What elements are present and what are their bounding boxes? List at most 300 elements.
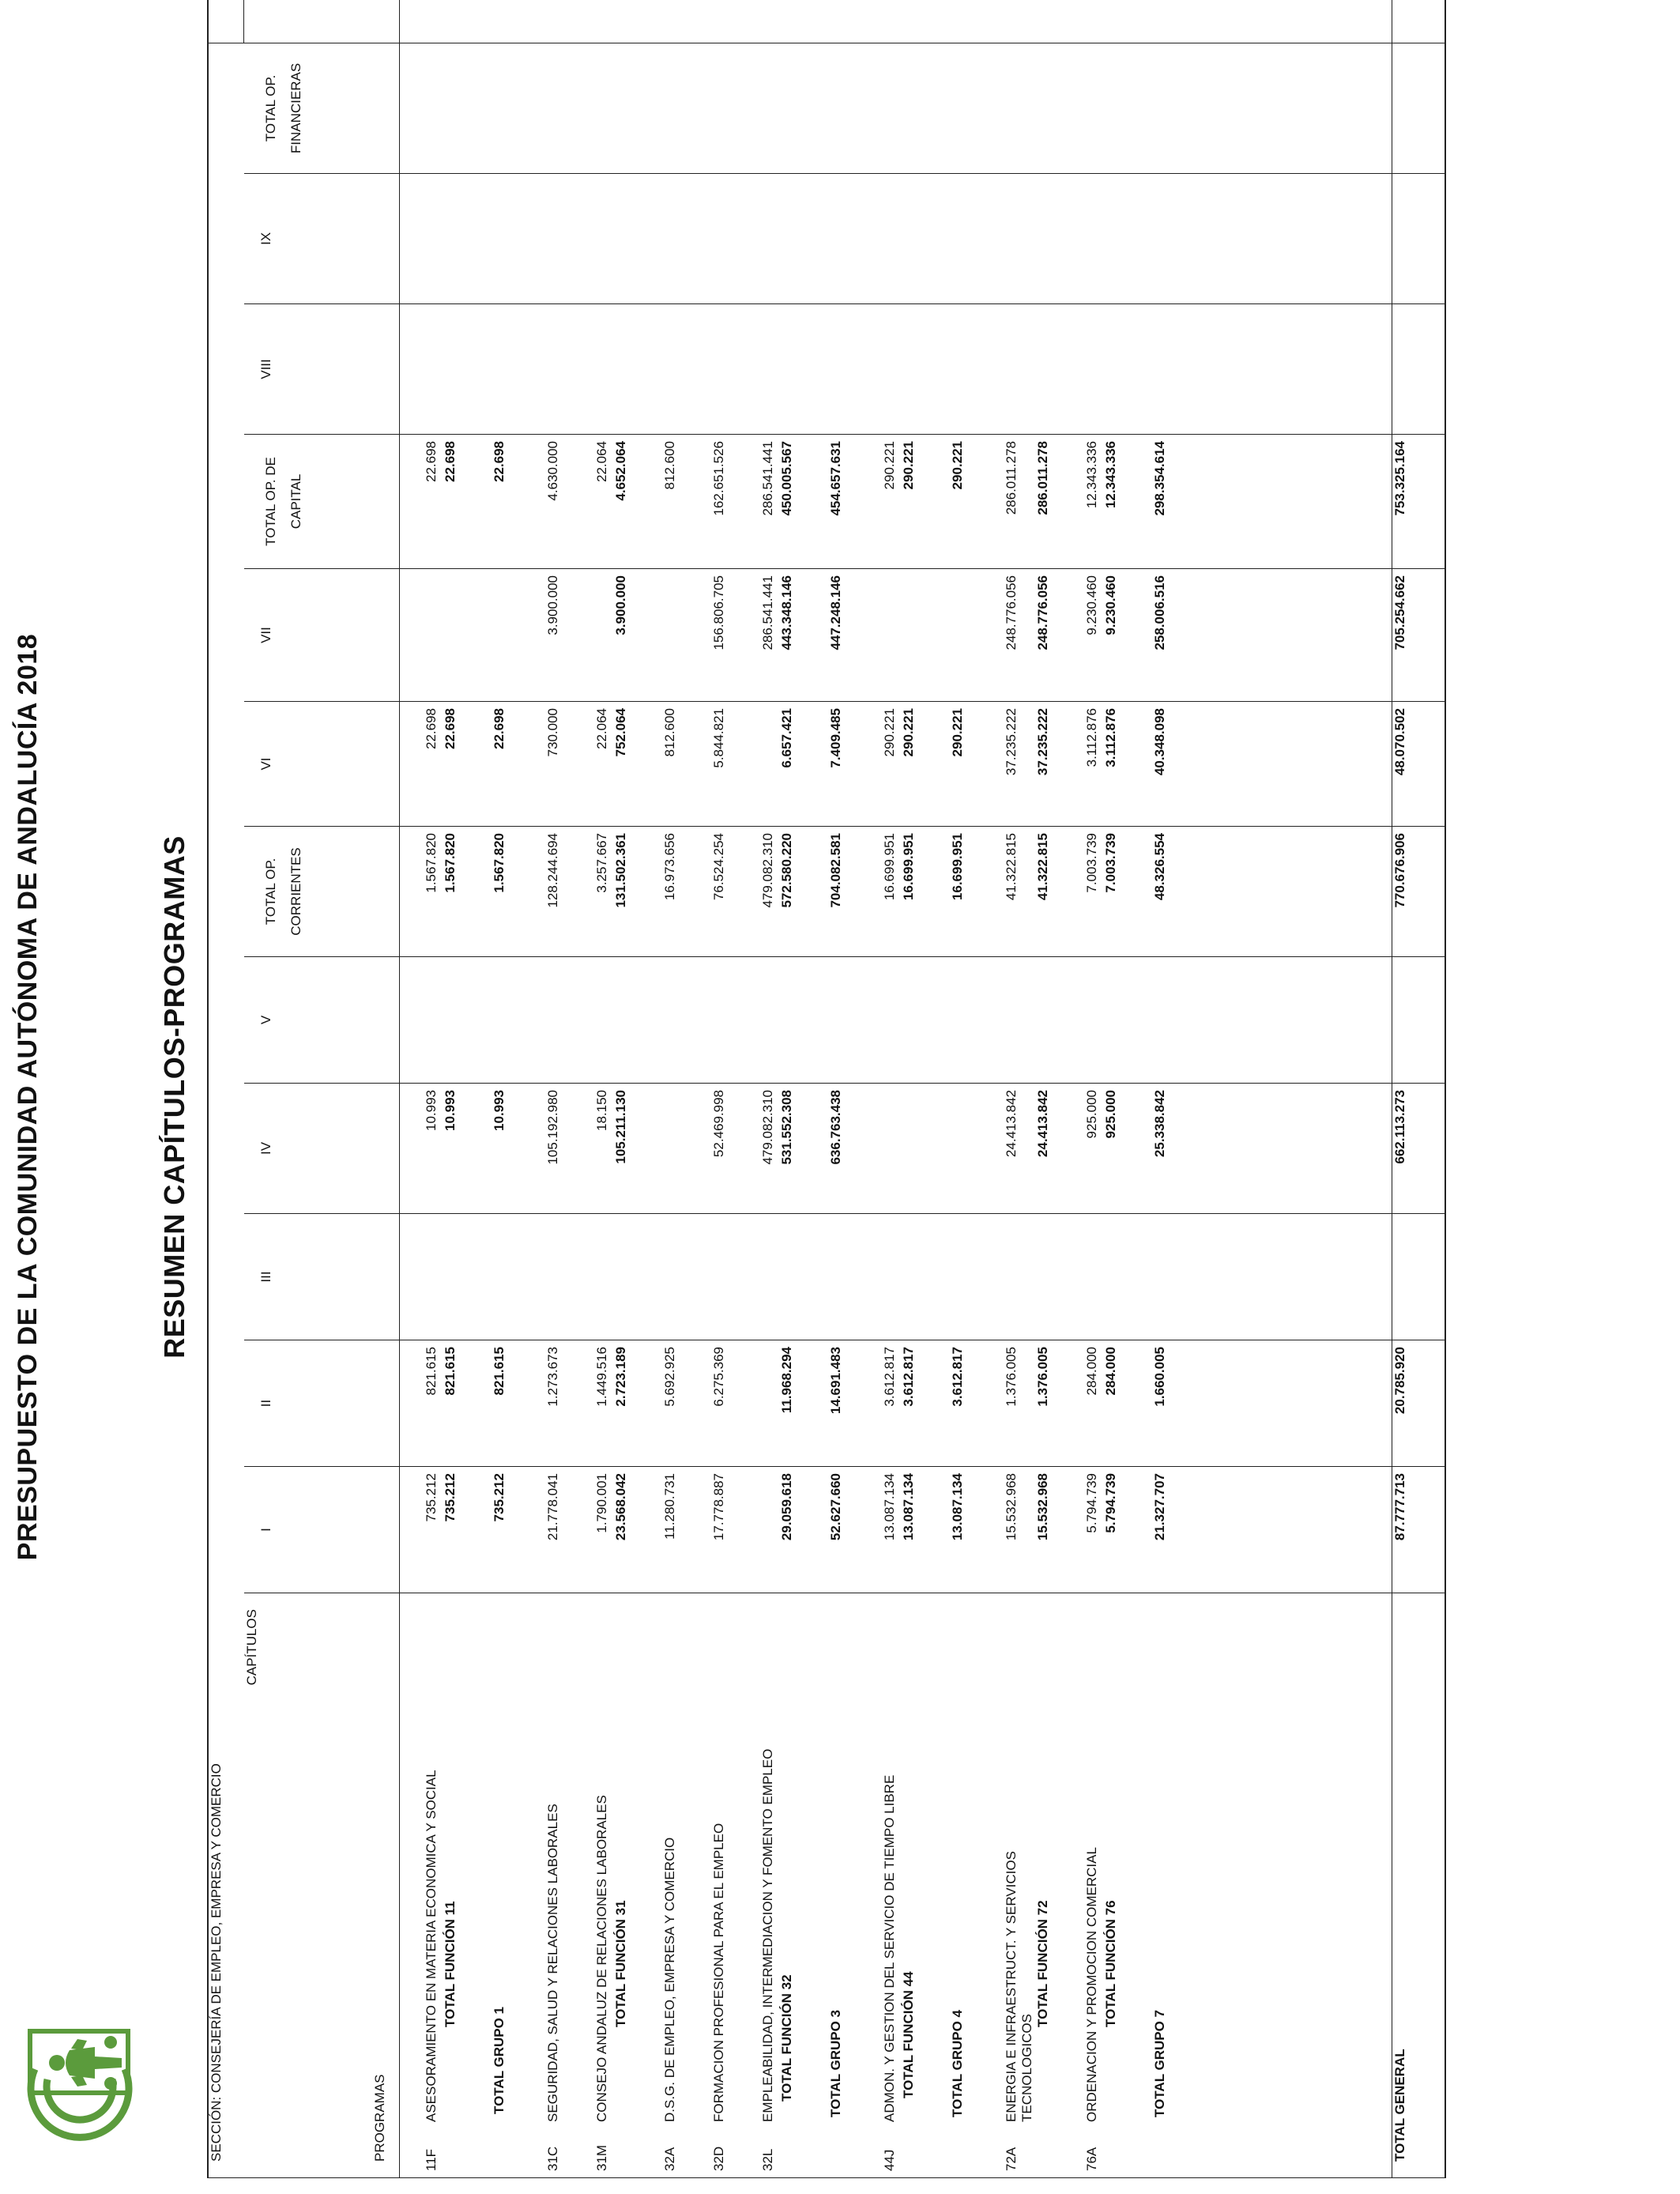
- cell-tfin: [901, 43, 920, 173]
- cell-tg: [1152, 0, 1176, 43]
- cell-toc: 1.567.820: [443, 827, 461, 957]
- cell-iii: [1152, 1214, 1176, 1340]
- program-code: 31M: [593, 2144, 609, 2171]
- cell-tfin: [443, 43, 461, 173]
- program-name: EMPLEABILIDAD, INTERMEDIACION Y FOMENTO EMPLEO: [759, 1748, 775, 2122]
- cell-tcap: 4.652.064: [613, 435, 632, 569]
- cell-tfin: [613, 43, 632, 173]
- cell-vii: [443, 569, 461, 702]
- cell-tg: [1035, 0, 1054, 43]
- cell-tcap: 4.630.000: [545, 435, 564, 569]
- cell-vi: 290.221: [882, 702, 901, 827]
- cell-ii: 3.612.817: [882, 1340, 901, 1467]
- cell-ix: [1035, 174, 1054, 304]
- cell-ii: [760, 1340, 779, 1467]
- cell-i: [760, 1467, 779, 1593]
- cell-iii: [1035, 1214, 1054, 1340]
- cell-iv: [882, 1084, 901, 1214]
- cell-iii: [901, 1214, 920, 1340]
- cell-ii: 3.612.817: [950, 1340, 974, 1467]
- cell-iii: [662, 1214, 681, 1340]
- cell-i: 15.532.968: [1035, 1467, 1054, 1593]
- cell-tfin: [828, 43, 852, 173]
- header-tcap-line1: TOTAL OP. DE: [262, 457, 278, 546]
- cell-ix: [1004, 174, 1035, 304]
- cell-iii: [1392, 1214, 1446, 1340]
- cell-ix: [760, 174, 779, 304]
- cell-vi: 7.409.485: [828, 702, 852, 827]
- program-name: ASESORAMIENTO EN MATERIA ECONOMICA Y SOCIAL: [423, 1770, 439, 2122]
- cell-tg: [492, 0, 515, 43]
- cell-vii: 3.900.000: [613, 569, 632, 702]
- cell-ii: 1.376.005: [1004, 1340, 1035, 1467]
- cell-tcap: 286.011.278: [1004, 435, 1035, 569]
- cell-vii: 9.230.460: [1103, 569, 1122, 702]
- cell-vii: [594, 569, 613, 702]
- cell-iv: 10.993: [492, 1084, 515, 1214]
- cell-iv: 636.763.438: [828, 1084, 852, 1214]
- cell-i: 13.087.134: [950, 1467, 974, 1593]
- cell-tg: [711, 0, 730, 43]
- cell-iii: [492, 1214, 515, 1340]
- header-tfin-line1: TOTAL OP.: [262, 74, 278, 142]
- cell-tcap: 290.221: [901, 435, 920, 569]
- cell-viii: [545, 304, 564, 435]
- cell-iv: 479.082.310: [760, 1084, 779, 1214]
- cell-tfin: [882, 43, 901, 173]
- cell-toc: 479.082.310: [760, 827, 779, 957]
- header-col-v: V: [244, 957, 400, 1084]
- cell-viii: [613, 304, 632, 435]
- cell-ii: 821.615: [492, 1340, 515, 1467]
- group-total-label: TOTAL GRUPO 7: [1152, 1593, 1176, 2178]
- cell-ix: [882, 174, 901, 304]
- cell-iii: [950, 1214, 974, 1340]
- cell-tcap: 22.698: [492, 435, 515, 569]
- program-name: ENERGIA E INFRAESTRUCT. Y SERVICIOS TECNOLOGICOS: [1003, 1851, 1034, 2122]
- function-total-row-76: [1103, 0, 1122, 2178]
- cell-viii: [443, 304, 461, 435]
- function-total-label: TOTAL FUNCIÓN 44: [901, 1593, 920, 2178]
- cell-tg: [424, 0, 443, 43]
- cell-tcap: 290.221: [882, 435, 901, 569]
- program-row-31c: [545, 0, 564, 2178]
- document-subtitle: RESUMEN CAPÍTULOS-PROGRAMAS: [158, 835, 190, 1359]
- cell-v: [882, 957, 901, 1084]
- header-total-op-financieras: [244, 43, 400, 173]
- cell-ix: [492, 174, 515, 304]
- cell-i: 13.087.134: [901, 1467, 920, 1593]
- header-row-1: [244, 0, 317, 2178]
- budget-table: [207, 0, 1446, 2178]
- cell-tg: [662, 0, 681, 43]
- program-row-32l: [760, 0, 779, 2178]
- cell-tfin: [1084, 43, 1103, 173]
- grand-total-label: TOTAL GENERAL: [1392, 1593, 1446, 2178]
- header-toc-line1: TOTAL OP.: [262, 858, 278, 925]
- program-desc: [594, 1593, 613, 2178]
- cell-tg: [545, 0, 564, 43]
- cell-i: 1.790.001: [594, 1467, 613, 1593]
- program-name: FORMACION PROFESIONAL PARA EL EMPLEO: [710, 1823, 726, 2122]
- cell-iv: 18.150: [594, 1084, 613, 1214]
- program-row-11f: [424, 0, 443, 2178]
- cell-viii: [760, 304, 779, 435]
- cell-ii: 821.615: [424, 1340, 443, 1467]
- cell-v: [1035, 957, 1054, 1084]
- cell-v: [828, 957, 852, 1084]
- cell-iii: [882, 1214, 901, 1340]
- cell-iv: 105.192.980: [545, 1084, 564, 1214]
- cell-vii: 9.230.460: [1084, 569, 1103, 702]
- cell-iv: [950, 1084, 974, 1214]
- cell-vii: 248.776.056: [1004, 569, 1035, 702]
- budget-table-container: [207, 28, 1446, 2178]
- gap-row: [681, 0, 711, 2178]
- cell-tcap: 12.343.336: [1103, 435, 1122, 569]
- header-col-ix: IX: [244, 174, 400, 304]
- cell-toc: 131.502.361: [613, 827, 632, 957]
- gap-row: [461, 0, 492, 2178]
- program-row-32d: [711, 0, 730, 2178]
- program-desc: [760, 1593, 779, 2178]
- cell-iii: [828, 1214, 852, 1340]
- cell-tfin: [424, 43, 443, 173]
- function-total-label: TOTAL FUNCIÓN 11: [443, 1593, 461, 2178]
- cell-tcap: 22.698: [424, 435, 443, 569]
- cell-toc: 770.676.906: [1392, 827, 1446, 957]
- program-desc: [711, 1593, 730, 2178]
- cell-i: 87.777.713: [1392, 1467, 1446, 1593]
- program-row-76a: [1084, 0, 1103, 2178]
- program-row-44j: [882, 0, 901, 2178]
- cell-ii: 1.660.005: [1152, 1340, 1176, 1467]
- cell-iv: 105.211.130: [613, 1084, 632, 1214]
- cell-tcap: 286.011.278: [1035, 435, 1054, 569]
- cell-ii: 1.376.005: [1035, 1340, 1054, 1467]
- program-code: 72A: [1003, 2147, 1019, 2171]
- spacer-row: [399, 0, 424, 2178]
- header-col-iii: III: [244, 1214, 400, 1340]
- cell-i: 15.532.968: [1004, 1467, 1035, 1593]
- cell-v: [760, 957, 779, 1084]
- cell-i: 23.568.042: [613, 1467, 632, 1593]
- document-title: PRESUPUESTO DE LA COMUNIDAD AUTÓNOMA DE ANDALUCÍA 2018: [13, 633, 43, 1561]
- cell-iii: [443, 1214, 461, 1340]
- cell-viii: [1084, 304, 1103, 435]
- gap-row: [798, 0, 828, 2178]
- cell-iv: 10.993: [424, 1084, 443, 1214]
- cell-vii: 3.900.000: [545, 569, 564, 702]
- cell-i: 735.212: [424, 1467, 443, 1593]
- gap-row: [1122, 0, 1152, 2178]
- header-col-i: I: [244, 1467, 400, 1593]
- cell-v: [901, 957, 920, 1084]
- cell-tg: [1392, 0, 1446, 43]
- cell-vii: [424, 569, 443, 702]
- cell-vii: 705.254.662: [1392, 569, 1446, 702]
- cell-ii: 5.692.925: [662, 1340, 681, 1467]
- cell-toc: 16.699.951: [901, 827, 920, 957]
- header-tfin-line2: FINANCIERAS: [288, 62, 303, 154]
- cell-toc: 1.567.820: [492, 827, 515, 957]
- cell-v: [779, 957, 798, 1084]
- cell-viii: [1035, 304, 1054, 435]
- cell-v: [613, 957, 632, 1084]
- cell-toc: 7.003.739: [1103, 827, 1122, 957]
- cell-vi: 752.064: [613, 702, 632, 827]
- cell-iii: [545, 1214, 564, 1340]
- cell-v: [545, 957, 564, 1084]
- cell-v: [711, 957, 730, 1084]
- cell-iii: [424, 1214, 443, 1340]
- cell-toc: 16.699.951: [882, 827, 901, 957]
- header-col-ii: II: [244, 1340, 400, 1467]
- header-total-general: [244, 0, 400, 43]
- program-row-32a: [662, 0, 681, 2178]
- cell-ii: 1.449.516: [594, 1340, 613, 1467]
- cell-tcap: 162.651.526: [711, 435, 730, 569]
- cell-vi: 6.657.421: [779, 702, 798, 827]
- cell-viii: [950, 304, 974, 435]
- cell-viii: [1392, 304, 1446, 435]
- cell-i: 13.087.134: [882, 1467, 901, 1593]
- cell-tfin: [1035, 43, 1054, 173]
- cell-ix: [443, 174, 461, 304]
- cell-tcap: 298.354.614: [1152, 435, 1176, 569]
- cell-iv: 24.413.842: [1004, 1084, 1035, 1214]
- cell-vi: 5.844.821: [711, 702, 730, 827]
- gap-row: [852, 0, 882, 2178]
- program-desc: [1004, 1593, 1035, 2178]
- cell-tfin: [1152, 43, 1176, 173]
- program-code: 32D: [710, 2146, 726, 2171]
- cell-i: 21.778.041: [545, 1467, 564, 1593]
- program-code: 32A: [661, 2147, 677, 2171]
- cell-tg: [594, 0, 613, 43]
- cell-iv: [901, 1084, 920, 1214]
- cell-viii: [882, 304, 901, 435]
- header-total-op-capital: [244, 435, 400, 569]
- cell-vii: [882, 569, 901, 702]
- cell-vi: 812.600: [662, 702, 681, 827]
- cell-tcap: 753.325.164: [1392, 435, 1446, 569]
- cell-tg: [443, 0, 461, 43]
- program-desc: [662, 1593, 681, 2178]
- grand-total-row: [1392, 0, 1446, 2178]
- cell-iii: [779, 1214, 798, 1340]
- function-total-row-32: [779, 0, 798, 2178]
- cell-iv: [662, 1084, 681, 1214]
- cell-vii: 286.541.441: [760, 569, 779, 702]
- cell-iii: [711, 1214, 730, 1340]
- group-total-label: TOTAL GRUPO 1: [492, 1593, 515, 2178]
- program-row-72a: [1004, 0, 1035, 2178]
- cell-tfin: [492, 43, 515, 173]
- cell-ix: [828, 174, 852, 304]
- cell-vi: 22.698: [424, 702, 443, 827]
- cell-v: [1152, 957, 1176, 1084]
- function-total-row-11: [443, 0, 461, 2178]
- header-col-iv: IV: [244, 1084, 400, 1214]
- cell-i: 5.794.739: [1103, 1467, 1122, 1593]
- cell-i: 17.778.887: [711, 1467, 730, 1593]
- cell-tg: [1103, 0, 1122, 43]
- cell-vii: [901, 569, 920, 702]
- cell-v: [950, 957, 974, 1084]
- cell-vi: 3.112.876: [1084, 702, 1103, 827]
- cell-toc: 128.244.694: [545, 827, 564, 957]
- cell-tcap: 290.221: [950, 435, 974, 569]
- cell-iv: 52.469.998: [711, 1084, 730, 1214]
- function-total-row-44: [901, 0, 920, 2178]
- cell-iv: 25.338.842: [1152, 1084, 1176, 1214]
- program-name: D.S.G. DE EMPLEO, EMPRESA Y COMERCIO: [661, 1837, 677, 2122]
- cell-vii: 443.348.146: [779, 569, 798, 702]
- cell-tfin: [662, 43, 681, 173]
- cell-v: [1084, 957, 1103, 1084]
- function-total-label: TOTAL FUNCIÓN 76: [1103, 1593, 1122, 2178]
- header-col-vi: VI: [244, 702, 400, 827]
- cell-v: [492, 957, 515, 1084]
- cell-viii: [662, 304, 681, 435]
- cell-i: 5.794.739: [1084, 1467, 1103, 1593]
- cell-i: 735.212: [443, 1467, 461, 1593]
- group-total-row-4: [950, 0, 974, 2178]
- cell-iii: [1084, 1214, 1103, 1340]
- cell-vi: 37.235.222: [1004, 702, 1035, 827]
- cell-tcap: 286.541.441: [760, 435, 779, 569]
- gap-row: [730, 0, 760, 2178]
- cell-ii: 284.000: [1084, 1340, 1103, 1467]
- cell-vii: [662, 569, 681, 702]
- cell-ii: 2.723.189: [613, 1340, 632, 1467]
- cell-tfin: [1392, 43, 1446, 173]
- cell-v: [594, 957, 613, 1084]
- function-total-row-31: [613, 0, 632, 2178]
- cell-viii: [424, 304, 443, 435]
- cell-viii: [1103, 304, 1122, 435]
- cell-v: [1103, 957, 1122, 1084]
- cell-viii: [779, 304, 798, 435]
- cell-vi: 730.000: [545, 702, 564, 827]
- cell-tg: [828, 0, 852, 43]
- program-code: 11F: [423, 2148, 439, 2171]
- cell-toc: 76.524.254: [711, 827, 730, 957]
- cell-tg: [950, 0, 974, 43]
- cell-tcap: 22.064: [594, 435, 613, 569]
- cell-viii: [711, 304, 730, 435]
- program-name: CONSEJO ANDALUZ DE RELACIONES LABORALES: [593, 1795, 609, 2122]
- cell-ix: [545, 174, 564, 304]
- cell-tfin: [711, 43, 730, 173]
- function-total-label: TOTAL FUNCIÓN 31: [613, 1593, 632, 2178]
- program-code: 76A: [1083, 2147, 1099, 2171]
- group-total-row-7: [1152, 0, 1176, 2178]
- cell-v: [662, 957, 681, 1084]
- cell-tfin: [1004, 43, 1035, 173]
- cell-tg: [901, 0, 920, 43]
- cell-iii: [1004, 1214, 1035, 1340]
- function-total-label: TOTAL FUNCIÓN 32: [779, 1593, 798, 2178]
- cell-tfin: [594, 43, 613, 173]
- cell-ii: 6.275.369: [711, 1340, 730, 1467]
- cell-toc: 704.082.581: [828, 827, 852, 957]
- cell-ix: [1152, 174, 1176, 304]
- cell-iv: 662.113.273: [1392, 1084, 1446, 1214]
- function-total-label: TOTAL FUNCIÓN 72: [1035, 1593, 1054, 2178]
- program-desc: [424, 1593, 443, 2178]
- cell-toc: 572.580.220: [779, 827, 798, 957]
- cell-i: 735.212: [492, 1467, 515, 1593]
- cell-tcap: 450.005.567: [779, 435, 798, 569]
- cell-ii: 14.691.483: [828, 1340, 852, 1467]
- cell-tg: [779, 0, 798, 43]
- program-name: ORDENACION Y PROMOCION COMERCIAL: [1083, 1847, 1099, 2122]
- program-code: 44J: [881, 2149, 897, 2171]
- cell-tcap: 812.600: [662, 435, 681, 569]
- cell-iv: 10.993: [443, 1084, 461, 1214]
- group-total-row-1: [492, 0, 515, 2178]
- gap-row: [1054, 0, 1084, 2178]
- cell-iv: 925.000: [1084, 1084, 1103, 1214]
- cell-vi: 3.112.876: [1103, 702, 1122, 827]
- cell-vi: 40.348.098: [1152, 702, 1176, 827]
- header-total-op-corrientes: [244, 827, 400, 957]
- cell-iii: [1103, 1214, 1122, 1340]
- cell-tfin: [779, 43, 798, 173]
- cell-vi: 290.221: [950, 702, 974, 827]
- cell-vii: [950, 569, 974, 702]
- section-row: [208, 0, 244, 2178]
- header-capitulos: CAPÍTULOS: [244, 1593, 317, 2178]
- cell-ii: 20.785.920: [1392, 1340, 1446, 1467]
- program-name: SEGURIDAD, SALUD Y RELACIONES LABORALES: [544, 1804, 560, 2122]
- cell-ii: 1.273.673: [545, 1340, 564, 1467]
- group-total-row-3: [828, 0, 852, 2178]
- cell-vi: 22.698: [492, 702, 515, 827]
- header-tcap-line2: CAPITAL: [288, 473, 303, 530]
- cell-viii: [1152, 304, 1176, 435]
- cell-vii: 447.248.146: [828, 569, 852, 702]
- cell-i: 29.059.618: [779, 1467, 798, 1593]
- cell-vi: 22.064: [594, 702, 613, 827]
- cell-iv: 531.552.308: [779, 1084, 798, 1214]
- header-toc-line2: CORRIENTES: [288, 847, 303, 936]
- cell-tfin: [545, 43, 564, 173]
- header-col-vii: VII: [244, 569, 400, 702]
- group-total-label: TOTAL GRUPO 4: [950, 1593, 974, 2178]
- cell-v: [1004, 957, 1035, 1084]
- cell-ix: [711, 174, 730, 304]
- cell-vi: [760, 702, 779, 827]
- cell-v: [424, 957, 443, 1084]
- cell-tfin: [950, 43, 974, 173]
- cell-ix: [1392, 174, 1446, 304]
- cell-i: 21.327.707: [1152, 1467, 1176, 1593]
- cell-viii: [828, 304, 852, 435]
- program-desc: [882, 1593, 901, 2178]
- cell-v: [443, 957, 461, 1084]
- cell-tcap: 454.657.631: [828, 435, 852, 569]
- cell-vii: [492, 569, 515, 702]
- cell-tfin: [760, 43, 779, 173]
- cell-viii: [1004, 304, 1035, 435]
- cell-ii: 821.615: [443, 1340, 461, 1467]
- cell-vi: 48.070.502: [1392, 702, 1446, 827]
- cell-iv: 24.413.842: [1035, 1084, 1054, 1214]
- function-total-row-72: [1035, 0, 1054, 2178]
